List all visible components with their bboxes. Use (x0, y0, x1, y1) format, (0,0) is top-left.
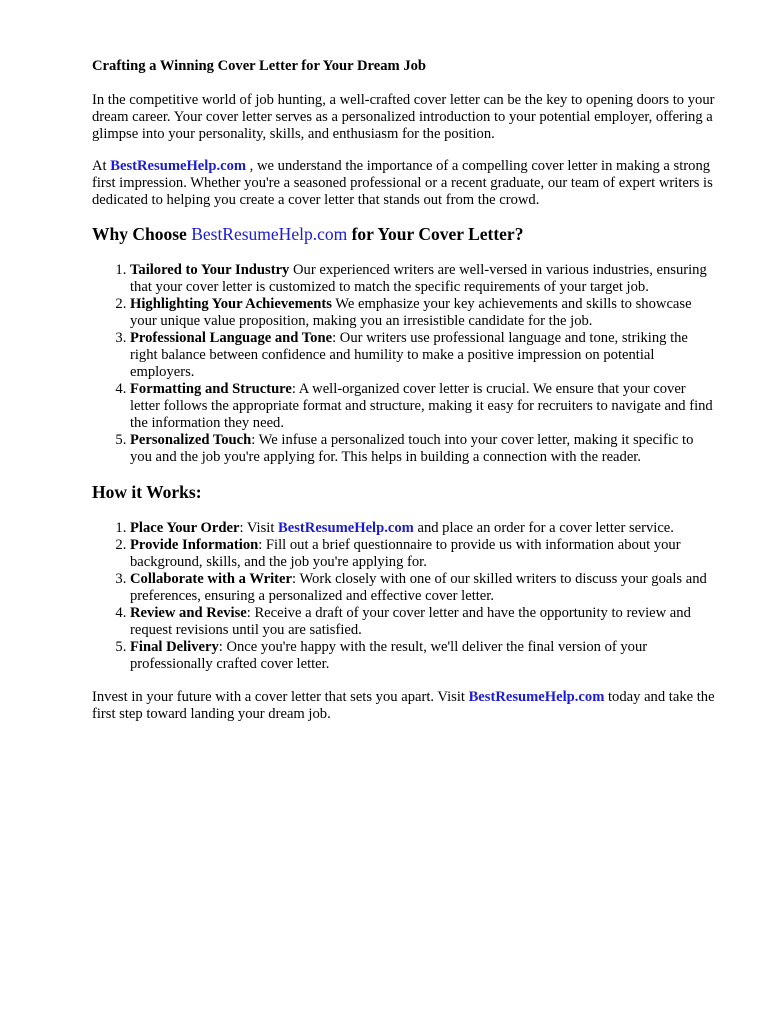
document-page (92, 58, 718, 738)
how-it-works-list (92, 520, 718, 673)
item-title: Professional Language and Tone (130, 330, 333, 346)
item-title: Place Your Order (130, 520, 240, 536)
document-title: Crafting a Winning Cover Letter for Your Dream Job (92, 58, 427, 74)
intro-paragraph: In the competitive world of job hunting, a well-crafted cover letter can be the key to opening doors to your dream career. Your cover letter serves as a personalized introduction to your potential employer, offering a glimpse into your personality, skills, and enthusiasm for the position. (92, 92, 715, 142)
item-text: : Once you're happy with the result, we'll deliver the final version of your professionally crafted cover letter. (130, 639, 648, 672)
how-it-works-heading: How it Works: (92, 482, 202, 502)
closing-suffix: today and take the first step toward landing your dream job. (92, 689, 715, 722)
closing-link[interactable]: BestResumeHelp.com (468, 689, 605, 705)
item-title: Review and Revise (130, 605, 247, 621)
list-item (130, 571, 718, 605)
closing-paragraph (92, 689, 718, 723)
item-text: Our experienced writers are well-versed in various industries, ensuring that your cover letter is customized to match the specific requirements of your target job. (130, 262, 707, 295)
item-text: : A well-organized cover letter is crucial. We ensure that your cover letter follows the appropriate format and structure, making it easy for recruiters to navigate and find the information they need. (130, 381, 713, 431)
item-title: Personalized Touch (130, 432, 252, 448)
why-heading-suffix: for Your Cover Letter? (347, 224, 524, 244)
list-item (130, 520, 718, 537)
item-title: Final Delivery (130, 639, 219, 655)
why-heading-prefix: Why Choose (92, 224, 192, 244)
item-pre: : Visit (239, 520, 279, 536)
why-heading-link[interactable]: BestResumeHelp.com (191, 224, 348, 244)
list-item (130, 330, 718, 381)
item-title: Highlighting Your Achievements (130, 296, 332, 312)
list-item (130, 381, 718, 432)
item-text: We emphasize your key achievements and skills to showcase your unique value proposition, making you an irresistible candidate for the job. (130, 296, 692, 329)
item-title: Tailored to Your Industry (130, 262, 290, 278)
list-item (130, 605, 718, 639)
why-choose-list (92, 262, 718, 466)
item-title: Provide Information (130, 537, 259, 553)
item-title: Collaborate with a Writer (130, 571, 292, 587)
why-choose-heading (92, 224, 718, 245)
item-text: : Work closely with one of our skilled writers to discuss your goals and preferences, ensuring a personalized and effective cover letter. (130, 571, 707, 604)
item-text: and place an order for a cover letter service. (413, 520, 674, 536)
closing-prefix: Invest in your future with a cover letter that sets you apart. Visit (92, 689, 469, 705)
item-text: : Our writers use professional language and tone, striking the right balance between confidence and humility to make a positive impression on potential employers. (130, 330, 688, 380)
place-order-link[interactable]: BestResumeHelp.com (278, 520, 414, 536)
item-title: Formatting and Structure (130, 381, 292, 397)
list-item (130, 262, 718, 296)
bestresumehelp-link[interactable]: BestResumeHelp.com (110, 158, 247, 174)
list-item (130, 296, 718, 330)
item-text: : Fill out a brief questionnaire to provide us with information about your background, skills, and the job you're applying for. (130, 537, 681, 570)
list-item (130, 432, 718, 466)
item-text: : Receive a draft of your cover letter and have the opportunity to review and request revisions until you are satisfied. (130, 605, 691, 638)
list-item (130, 639, 718, 673)
about-suffix: , we understand the importance of a compelling cover letter in making a strong first impression. Whether you're a seasoned professional or a recent graduate, our team of expert writers is dedicated to helping you create a cover letter that stands out from the crowd. (92, 158, 713, 208)
about-paragraph (92, 158, 718, 209)
list-item (130, 537, 718, 571)
about-prefix: At (92, 158, 111, 174)
item-text: : We infuse a personalized touch into your cover letter, making it specific to you and the job you're applying for. This helps in building a connection with the reader. (130, 432, 694, 465)
